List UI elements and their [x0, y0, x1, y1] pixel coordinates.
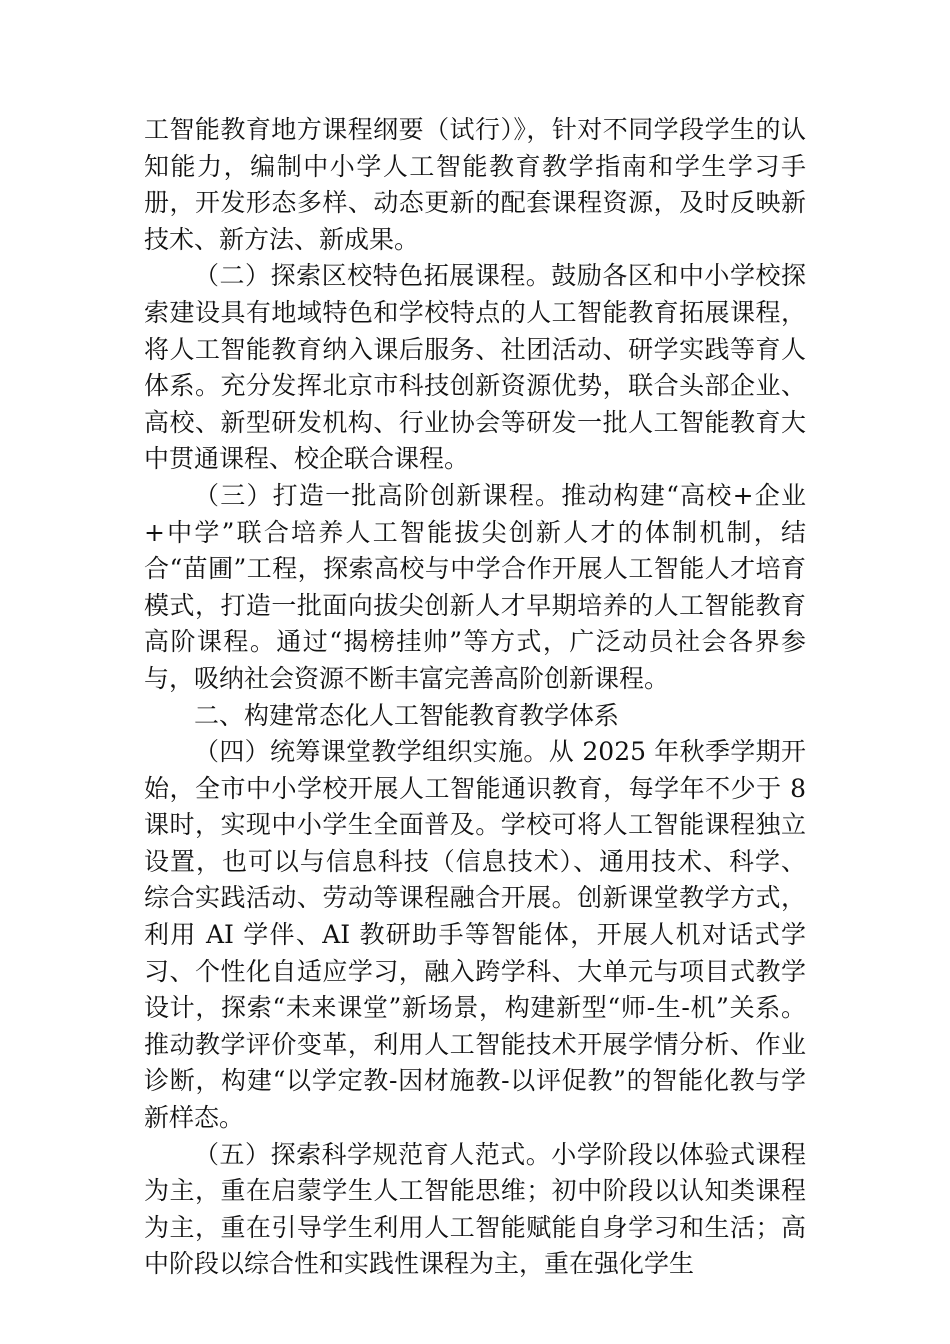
paragraph-education-paradigm: （五）探索科学规范育人范式。小学阶段以体验式课程为主，重在启蒙学生人工智能思维；初中阶段以认知类课程为主，重在引导学生利用人工智能赋能自身学习和生活；高中阶段以综合性和实践性课程为主，重在强化学生: [144, 1139, 806, 1279]
paragraph-district-school-courses: （二）探索区校特色拓展课程。鼓励各区和中小学校探索建设具有地域特色和学校特点的人工智能教育拓展课程，将人工智能教育纳入课后服务、社团活动、研学实践等育人体系。充分发挥北京市科技创新资源优势，联合头部企业、高校、新型研发机构、行业协会等研发一批人工智能教育大中贯通课程、校企联合课程。: [144, 261, 806, 474]
section-heading-teaching-system: 二、构建常态化人工智能教育教学体系: [194, 700, 620, 730]
paragraph-classroom-teaching: （四）统筹课堂教学组织实施。从 2025 年秋季学期开始，全市中小学校开展人工智能通识教育，每学年不少于 8 课时，实现中小学生全面普及。学校可将人工智能课程独立设置，也可以与信息科技（信息技术）、通用技术、科学、综合实践活动、劳动等课程融合开展。创新课堂教学方式，利用 AI 学伴、AI 教研助手等智能体，开展人机对话式学习、个性化自适应学习，融入跨学科、大单元与项目式教学设计，探索“未来课堂”新场景，构建新型“师-生-机”关系。推动教学评价变革，利用人工智能技术开展学情分析、作业诊断，构建“以学定教-因材施教-以评促教”的智能化教与学新样态。: [144, 737, 806, 1133]
paragraph-advanced-innovation-courses: （三）打造一批高阶创新课程。推动构建“高校+企业+中学”联合培养人工智能拔尖创新人才的体制机制，结合“苗圃”工程，探索高校与中学合作开展人工智能人才培育模式，打造一批面向拔尖创新人才早期培养的人工智能教育高阶课程。通过“揭榜挂帅”等方式，广泛动员社会各界参与，吸纳社会资源不断丰富完善高阶创新课程。: [144, 480, 806, 693]
paragraph-curriculum-outline: 工智能教育地方课程纲要（试行）》，针对不同学段学生的认知能力，编制中小学人工智能教育教学指南和学生学习手册，开发形态多样、动态更新的配套课程资源，及时反映新技术、新方法、新成果。: [144, 115, 806, 254]
document-body: [144, 112, 806, 1283]
